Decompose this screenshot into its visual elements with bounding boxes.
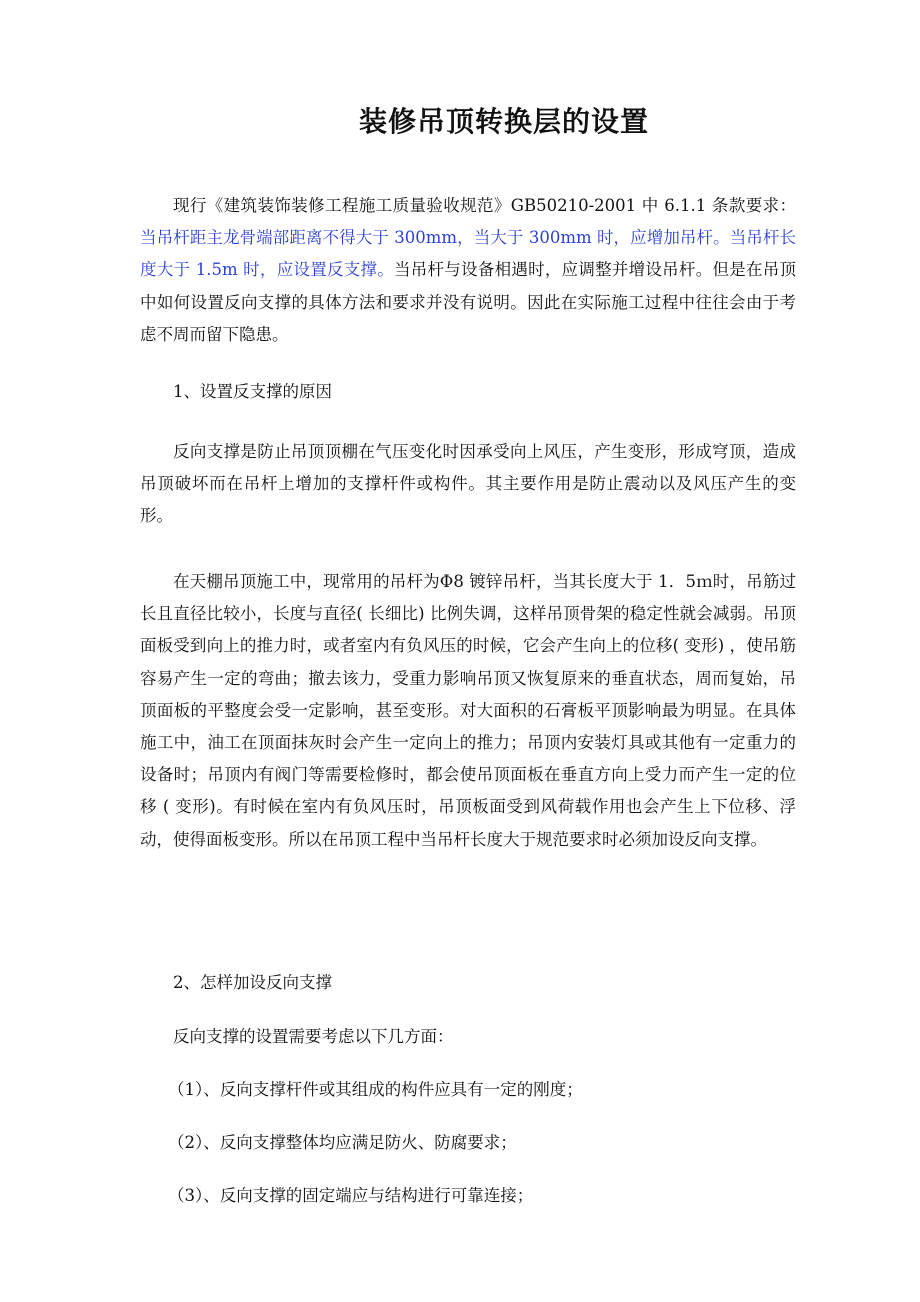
section1-paragraph-1 xyxy=(140,436,796,533)
document-title: 装修吊顶转换层的设置 xyxy=(358,105,649,138)
section1-paragraph-1-text: 反向支撑是防止吊顶顶棚在气压变化时因承受向上风压，产生变形，形成穹顶，造成吊顶破坏而在吊杆上增加的支撑杆件或构件。其主要作用是防止震动以及风压产生的变形。 xyxy=(140,442,796,526)
section2-intro: 反向支撑的设置需要考虑以下几方面： xyxy=(173,1027,454,1046)
section2-heading: 2、怎样加设反向支撑 xyxy=(173,973,332,992)
list-item: （2）、反向支撑整体均应满足防火、防腐要求； xyxy=(168,1133,517,1152)
section1-paragraph-2-text: 在天棚吊顶施工中，现常用的吊杆为Φ8 镀锌吊杆，当其长度大于 1．5ｍ时，吊筋过长且直径比较小，长度与直径( 长细比) 比例失调，这样吊顶骨架的稳定性就会减弱。吊顶面板受到向上的推力时，或者室内有负风压的时候，它会产生向上的位移( 变形) ，使吊筋容易产生一定的弯曲；撤去该力，受重力影响吊顶又恢复原来的垂直状态，周而复始，吊顶面板的平整度会受一定影响，甚至变形。对大面积的石膏板平顶影响最为明显。在具体施工中，油工在顶面抹灰时会产生一定向上的推力；吊顶内安装灯具或其他有一定重力的设备时；吊顶内有阀门等需要检修时，都会使吊顶面板在垂直方向上受力而产生一定的位移 ( 变形)。有时候在室内有负风压时，吊顶板面受到风荷载作用也会产生上下位移、浮动，使得面板变形。所以在吊顶工程中当吊杆长度大于规范要求时必须加设反向支撑。 xyxy=(140,572,796,849)
section1-paragraph-2 xyxy=(140,566,796,856)
list-item: （1）、反向支撑杆件或其组成的构件应具有一定的刚度； xyxy=(168,1080,583,1099)
list-item: （3）、反向支撑的固定端应与结构进行可靠连接； xyxy=(168,1186,534,1205)
section1-heading: 1、设置反支撑的原因 xyxy=(173,382,332,401)
intro-text-part2: 当吊杆与设备相遇时，应调整并增设吊杆。但是在吊顶中如何设置反向支撑的具体方法和要求并没有说明。因此在实际施工过程中往往会由于考虑不周而留下隐患。 xyxy=(140,260,796,344)
intro-paragraph xyxy=(140,190,796,351)
intro-highlight-text: 当吊杆距主龙骨端部距离不得大于 300mm，当大于 300mm 时，应增加吊杆。当吊杆长度大于 1.5m 时，应设置反支撑。 xyxy=(140,228,796,280)
intro-text-part1: 现行《建筑装饰装修工程施工质量验收规范》GB50210-2001 中 6.1.1 条款要求： xyxy=(173,196,796,215)
